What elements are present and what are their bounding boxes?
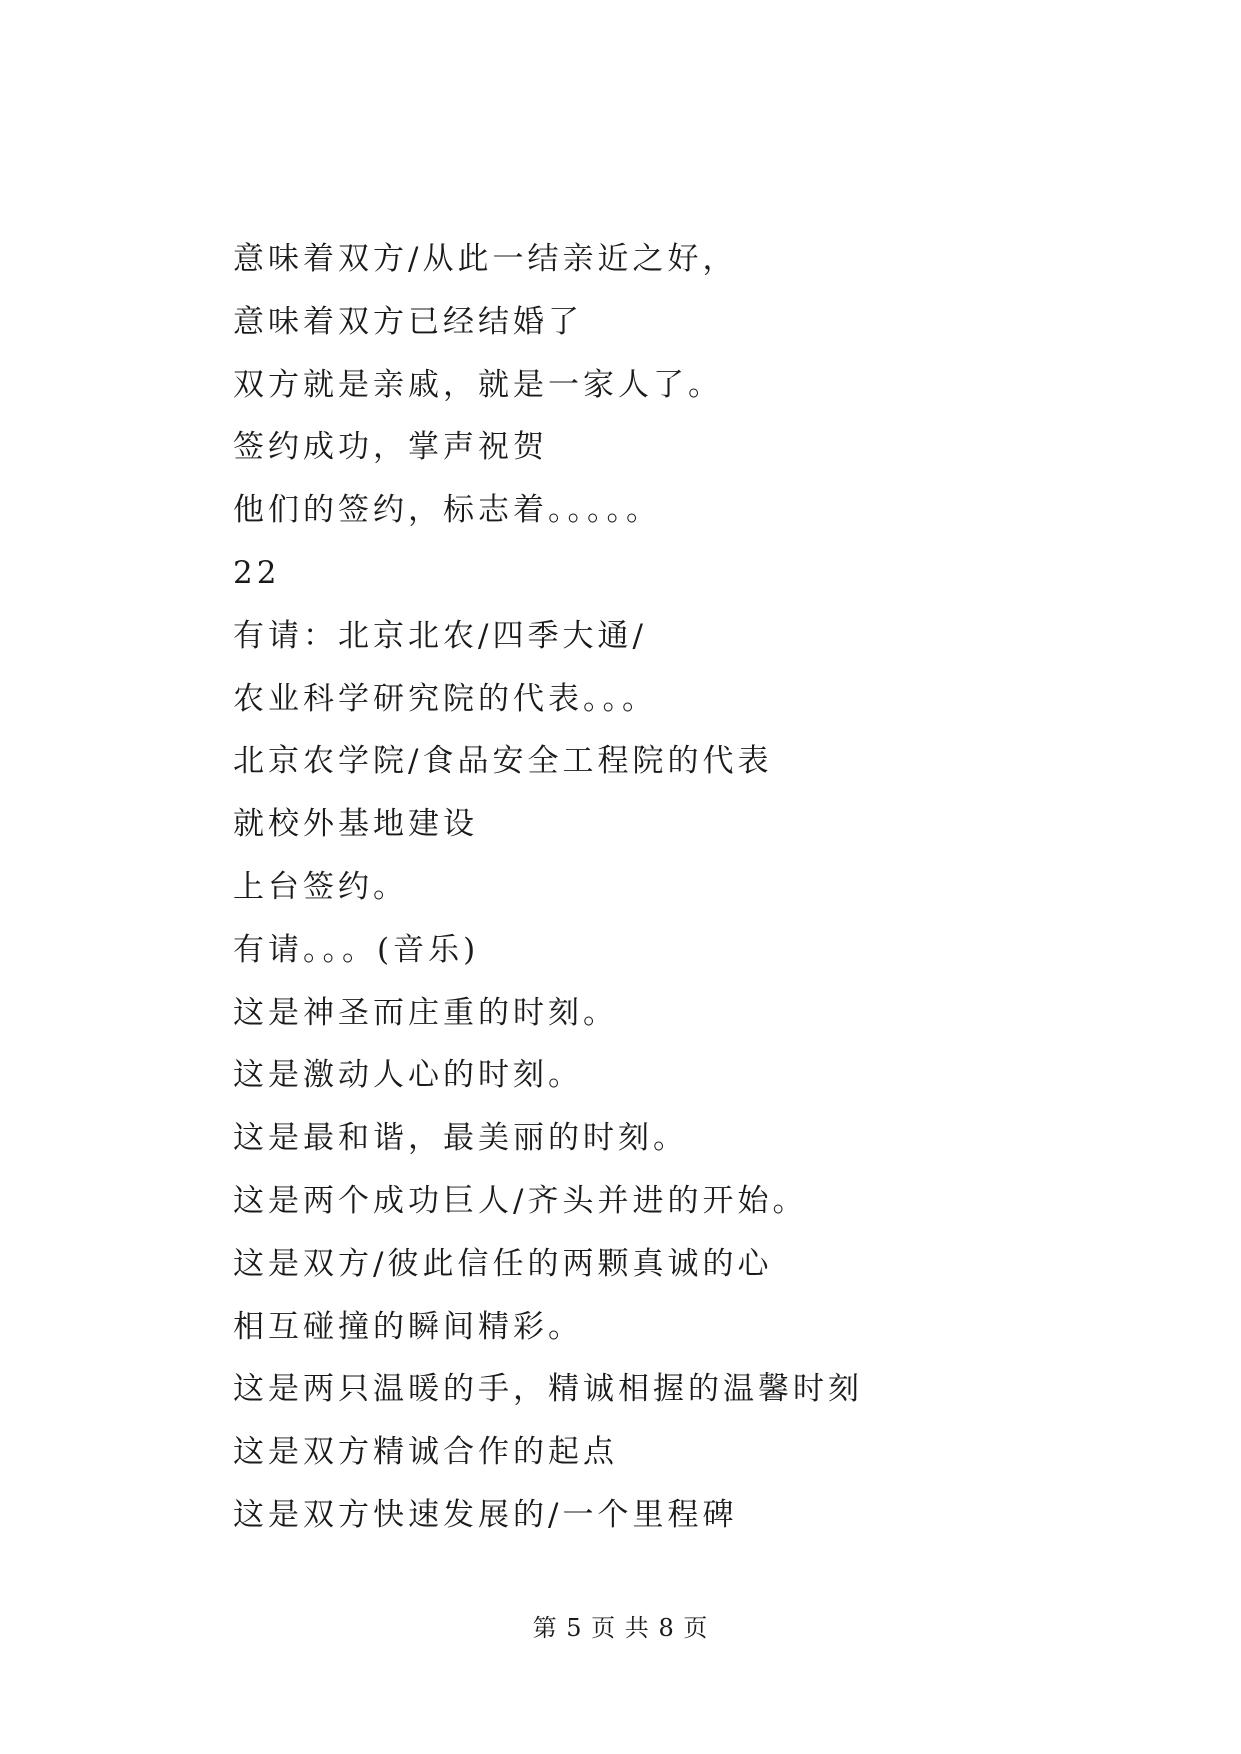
- text-line: 这是两个成功巨人/齐头并进的开始。: [233, 1182, 808, 1219]
- text-line: 相互碰撞的瞬间精彩。: [233, 1308, 583, 1345]
- text-line: 这是双方快速发展的/一个里程碑: [233, 1496, 738, 1533]
- text-line: 有请：北京北农/四季大通/: [233, 617, 647, 654]
- text-line: 这是双方精诚合作的起点: [233, 1434, 618, 1471]
- page-number-footer: 第 5 页 共 8 页: [532, 1614, 709, 1642]
- text-line: 这是双方/彼此信任的两颗真诚的心: [233, 1245, 773, 1282]
- text-line: 农业科学研究院的代表。。。: [233, 680, 657, 717]
- text-line: 这是神圣而庄重的时刻。: [233, 994, 618, 1031]
- text-line: 22: [233, 554, 281, 591]
- text-line: 北京农学院/食品安全工程院的代表: [233, 743, 773, 780]
- text-line: 有请。。。(音乐): [233, 931, 480, 968]
- text-line: 这是最和谐，最美丽的时刻。: [233, 1120, 688, 1157]
- text-line: 签约成功，掌声祝贺: [233, 429, 548, 466]
- text-line: 意味着双方/从此一结亲近之好，: [233, 241, 738, 277]
- text-line: 这是激动人心的时刻。: [233, 1057, 583, 1094]
- text-body: [233, 228, 863, 1547]
- text-line: 这是两只温暖的手，精诚相握的温馨时刻: [233, 1371, 863, 1408]
- text-line: 就校外基地建设: [233, 806, 478, 843]
- text-line: 上台签约。: [233, 868, 408, 905]
- text-line: 意味着双方已经结婚了: [233, 303, 583, 340]
- text-line: 他们的签约，标志着。。。。。: [233, 492, 661, 529]
- text-line: 双方就是亲戚，就是一家人了。: [233, 366, 723, 403]
